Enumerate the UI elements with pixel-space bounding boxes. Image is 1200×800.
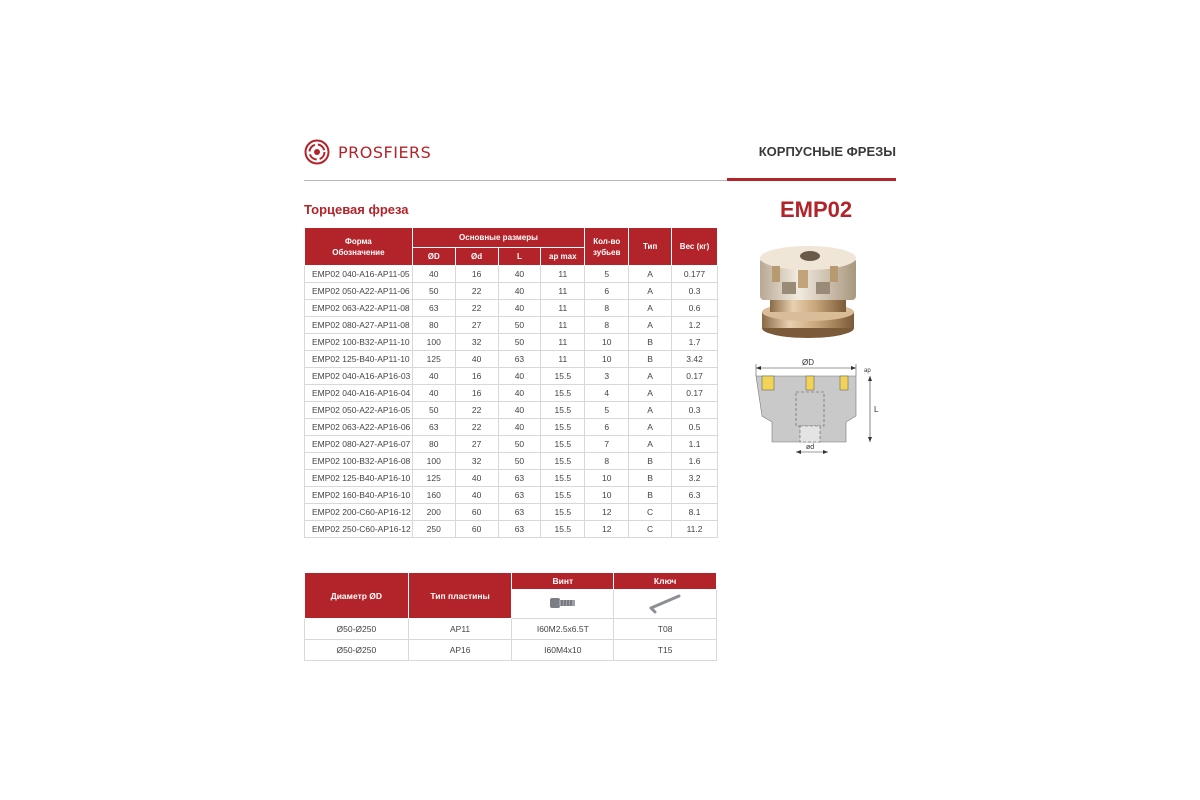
cell-d: 40 — [455, 470, 498, 487]
cell-diameter-range: Ø50-Ø250 — [305, 640, 409, 661]
cell-teeth: 12 — [585, 504, 629, 521]
cell-screw: I60M4x10 — [512, 640, 614, 661]
cell-designation: EMP02 080-A27-AP11-08 — [305, 317, 413, 334]
cell-key: T08 — [614, 619, 717, 640]
table-row — [305, 470, 718, 487]
section-title: КОРПУСНЫЕ ФРЕЗЫ — [758, 144, 896, 159]
table-row — [305, 334, 718, 351]
key-image-cell — [614, 590, 717, 619]
col-diameter: Диаметр ØD — [305, 573, 409, 619]
cell-key: T15 — [614, 640, 717, 661]
cell-L: 40 — [498, 368, 541, 385]
cell-teeth: 8 — [585, 317, 629, 334]
cell-d: 60 — [455, 504, 498, 521]
cell-designation: EMP02 160-B40-AP16-10 — [305, 487, 413, 504]
cell-teeth: 10 — [585, 487, 629, 504]
cell-weight: 0.3 — [672, 283, 718, 300]
cell-ap-max: 15.5 — [541, 385, 585, 402]
cell-ap-max: 11 — [541, 317, 585, 334]
cell-teeth: 8 — [585, 453, 629, 470]
cell-D: 63 — [412, 300, 455, 317]
cell-designation: EMP02 050-A22-AP16-05 — [305, 402, 413, 419]
col-diameter-D: ØD — [412, 248, 455, 266]
drawing-label-L: L — [874, 405, 879, 414]
cell-L: 63 — [498, 470, 541, 487]
cell-insert-type: AP16 — [408, 640, 512, 661]
product-photo — [752, 240, 864, 340]
brand-logo — [304, 137, 431, 167]
cell-d: 32 — [455, 453, 498, 470]
cell-D: 100 — [412, 334, 455, 351]
drawing-label-ap: ap — [864, 368, 871, 374]
drawing-label-d: ød — [806, 444, 815, 451]
cell-weight: 0.5 — [672, 419, 718, 436]
cell-type: A — [629, 368, 672, 385]
tooling-table — [304, 572, 717, 661]
cell-L: 40 — [498, 266, 541, 283]
cell-type: A — [629, 266, 672, 283]
col-dims: Основные размеры — [412, 228, 584, 248]
cell-teeth: 6 — [585, 419, 629, 436]
cell-type: B — [629, 470, 672, 487]
col-type: Тип — [629, 228, 672, 266]
cell-d: 22 — [455, 402, 498, 419]
cell-L: 50 — [498, 436, 541, 453]
cell-diameter-range: Ø50-Ø250 — [305, 619, 409, 640]
cell-D: 50 — [412, 402, 455, 419]
cell-designation: EMP02 050-A22-AP11-06 — [305, 283, 413, 300]
cell-ap-max: 11 — [541, 300, 585, 317]
cell-ap-max: 11 — [541, 266, 585, 283]
cell-weight: 1.7 — [672, 334, 718, 351]
screw-icon — [546, 592, 580, 614]
cell-teeth: 8 — [585, 300, 629, 317]
cell-weight: 3.2 — [672, 470, 718, 487]
col-insert-type: Тип пластины — [408, 573, 512, 619]
header-accent-divider — [727, 178, 896, 181]
cell-d: 32 — [455, 334, 498, 351]
cell-ap-max: 11 — [541, 334, 585, 351]
cell-ap-max: 11 — [541, 351, 585, 368]
table-row — [305, 521, 718, 538]
cell-D: 125 — [412, 351, 455, 368]
cell-d: 40 — [455, 487, 498, 504]
cell-type: B — [629, 334, 672, 351]
cell-ap-max: 15.5 — [541, 521, 585, 538]
screw-image-cell — [512, 590, 614, 619]
cell-screw: I60M2.5x6.5T — [512, 619, 614, 640]
cell-D: 160 — [412, 487, 455, 504]
cell-insert-type: AP11 — [408, 619, 512, 640]
cell-ap-max: 15.5 — [541, 402, 585, 419]
cell-d: 22 — [455, 419, 498, 436]
cell-weight: 0.3 — [672, 402, 718, 419]
cell-weight: 6.3 — [672, 487, 718, 504]
cell-ap-max: 15.5 — [541, 453, 585, 470]
table-row — [305, 487, 718, 504]
page-subtitle: Торцевая фреза — [304, 202, 409, 217]
cell-teeth: 10 — [585, 470, 629, 487]
cell-weight: 3.42 — [672, 351, 718, 368]
col-form: Форма Обозначение — [305, 228, 413, 266]
cell-type: A — [629, 419, 672, 436]
cell-type: B — [629, 453, 672, 470]
technical-drawing — [752, 356, 884, 456]
cell-L: 40 — [498, 385, 541, 402]
cell-weight: 1.1 — [672, 436, 718, 453]
table-row — [305, 402, 718, 419]
table-row — [305, 504, 718, 521]
cell-designation: EMP02 100-B32-AP11-10 — [305, 334, 413, 351]
cell-L: 50 — [498, 317, 541, 334]
cell-designation: EMP02 040-A16-AP11-05 — [305, 266, 413, 283]
table-row — [305, 300, 718, 317]
cell-D: 250 — [412, 521, 455, 538]
cell-D: 200 — [412, 504, 455, 521]
cell-weight: 0.17 — [672, 368, 718, 385]
cell-type: A — [629, 402, 672, 419]
cell-ap-max: 15.5 — [541, 504, 585, 521]
cell-d: 16 — [455, 385, 498, 402]
cell-designation: EMP02 040-A16-AP16-03 — [305, 368, 413, 385]
table-row — [305, 619, 717, 640]
table-row — [305, 385, 718, 402]
table-row — [305, 368, 718, 385]
drawing-label-D: ØD — [802, 358, 814, 367]
cell-d: 22 — [455, 283, 498, 300]
cell-ap-max: 15.5 — [541, 436, 585, 453]
torx-key-icon — [645, 592, 685, 614]
cell-weight: 11.2 — [672, 521, 718, 538]
col-key: Ключ — [614, 573, 717, 590]
cell-D: 100 — [412, 453, 455, 470]
cell-d: 40 — [455, 351, 498, 368]
cell-type: A — [629, 283, 672, 300]
cell-type: C — [629, 521, 672, 538]
header-divider — [304, 180, 728, 181]
cell-D: 125 — [412, 470, 455, 487]
cell-designation: EMP02 125-B40-AP11-10 — [305, 351, 413, 368]
cell-L: 63 — [498, 504, 541, 521]
cell-designation: EMP02 080-A27-AP16-07 — [305, 436, 413, 453]
cell-teeth: 12 — [585, 521, 629, 538]
table-row — [305, 283, 718, 300]
cell-designation: EMP02 100-B32-AP16-08 — [305, 453, 413, 470]
cell-L: 50 — [498, 453, 541, 470]
cell-type: A — [629, 436, 672, 453]
cell-type: A — [629, 385, 672, 402]
cell-d: 16 — [455, 266, 498, 283]
cell-d: 16 — [455, 368, 498, 385]
table-row — [305, 317, 718, 334]
cell-L: 63 — [498, 521, 541, 538]
cell-designation: EMP02 063-A22-AP16-06 — [305, 419, 413, 436]
brand-logo-icon — [304, 139, 330, 165]
cell-type: B — [629, 487, 672, 504]
cell-designation: EMP02 063-A22-AP11-08 — [305, 300, 413, 317]
spec-table — [304, 227, 718, 538]
cell-L: 40 — [498, 300, 541, 317]
cell-D: 40 — [412, 385, 455, 402]
model-title: EMP02 — [780, 197, 853, 222]
cell-teeth: 10 — [585, 334, 629, 351]
cell-ap-max: 15.5 — [541, 368, 585, 385]
cell-D: 40 — [412, 266, 455, 283]
cell-ap-max: 11 — [541, 283, 585, 300]
cell-weight: 0.177 — [672, 266, 718, 283]
cell-designation: EMP02 040-A16-AP16-04 — [305, 385, 413, 402]
cell-teeth: 3 — [585, 368, 629, 385]
table-row — [305, 266, 718, 283]
cell-L: 40 — [498, 419, 541, 436]
cell-ap-max: 15.5 — [541, 419, 585, 436]
cell-type: B — [629, 351, 672, 368]
cell-D: 63 — [412, 419, 455, 436]
cell-weight: 8.1 — [672, 504, 718, 521]
cell-weight: 0.6 — [672, 300, 718, 317]
cell-designation: EMP02 200-C60-AP16-12 — [305, 504, 413, 521]
col-teeth: Кол-во зубьев — [585, 228, 629, 266]
cell-ap-max: 15.5 — [541, 487, 585, 504]
table-row — [305, 436, 718, 453]
cell-teeth: 6 — [585, 283, 629, 300]
cell-type: A — [629, 317, 672, 334]
table-row — [305, 419, 718, 436]
cell-D: 50 — [412, 283, 455, 300]
cell-D: 80 — [412, 436, 455, 453]
cell-type: C — [629, 504, 672, 521]
cell-L: 40 — [498, 283, 541, 300]
cell-designation: EMP02 250-C60-AP16-12 — [305, 521, 413, 538]
cell-d: 27 — [455, 436, 498, 453]
col-screw: Винт — [512, 573, 614, 590]
cell-d: 22 — [455, 300, 498, 317]
cell-designation: EMP02 125-B40-AP16-10 — [305, 470, 413, 487]
cell-teeth: 10 — [585, 351, 629, 368]
table-row — [305, 453, 718, 470]
brand-name: PROSFIERS — [338, 142, 432, 162]
cell-D: 40 — [412, 368, 455, 385]
cell-d: 27 — [455, 317, 498, 334]
cell-L: 63 — [498, 351, 541, 368]
cell-L: 40 — [498, 402, 541, 419]
table-row — [305, 640, 717, 661]
cell-ap-max: 15.5 — [541, 470, 585, 487]
cell-teeth: 4 — [585, 385, 629, 402]
col-weight: Вес (кг) — [672, 228, 718, 266]
cell-type: A — [629, 300, 672, 317]
cell-weight: 1.6 — [672, 453, 718, 470]
cell-L: 63 — [498, 487, 541, 504]
cell-d: 60 — [455, 521, 498, 538]
cell-teeth: 5 — [585, 402, 629, 419]
cell-teeth: 7 — [585, 436, 629, 453]
table-row — [305, 351, 718, 368]
cell-teeth: 5 — [585, 266, 629, 283]
cell-D: 80 — [412, 317, 455, 334]
cell-weight: 1.2 — [672, 317, 718, 334]
cell-weight: 0.17 — [672, 385, 718, 402]
cell-L: 50 — [498, 334, 541, 351]
col-diameter-d: Ød — [455, 248, 498, 266]
col-ap-max: ap max — [541, 248, 585, 266]
col-length: L — [498, 248, 541, 266]
